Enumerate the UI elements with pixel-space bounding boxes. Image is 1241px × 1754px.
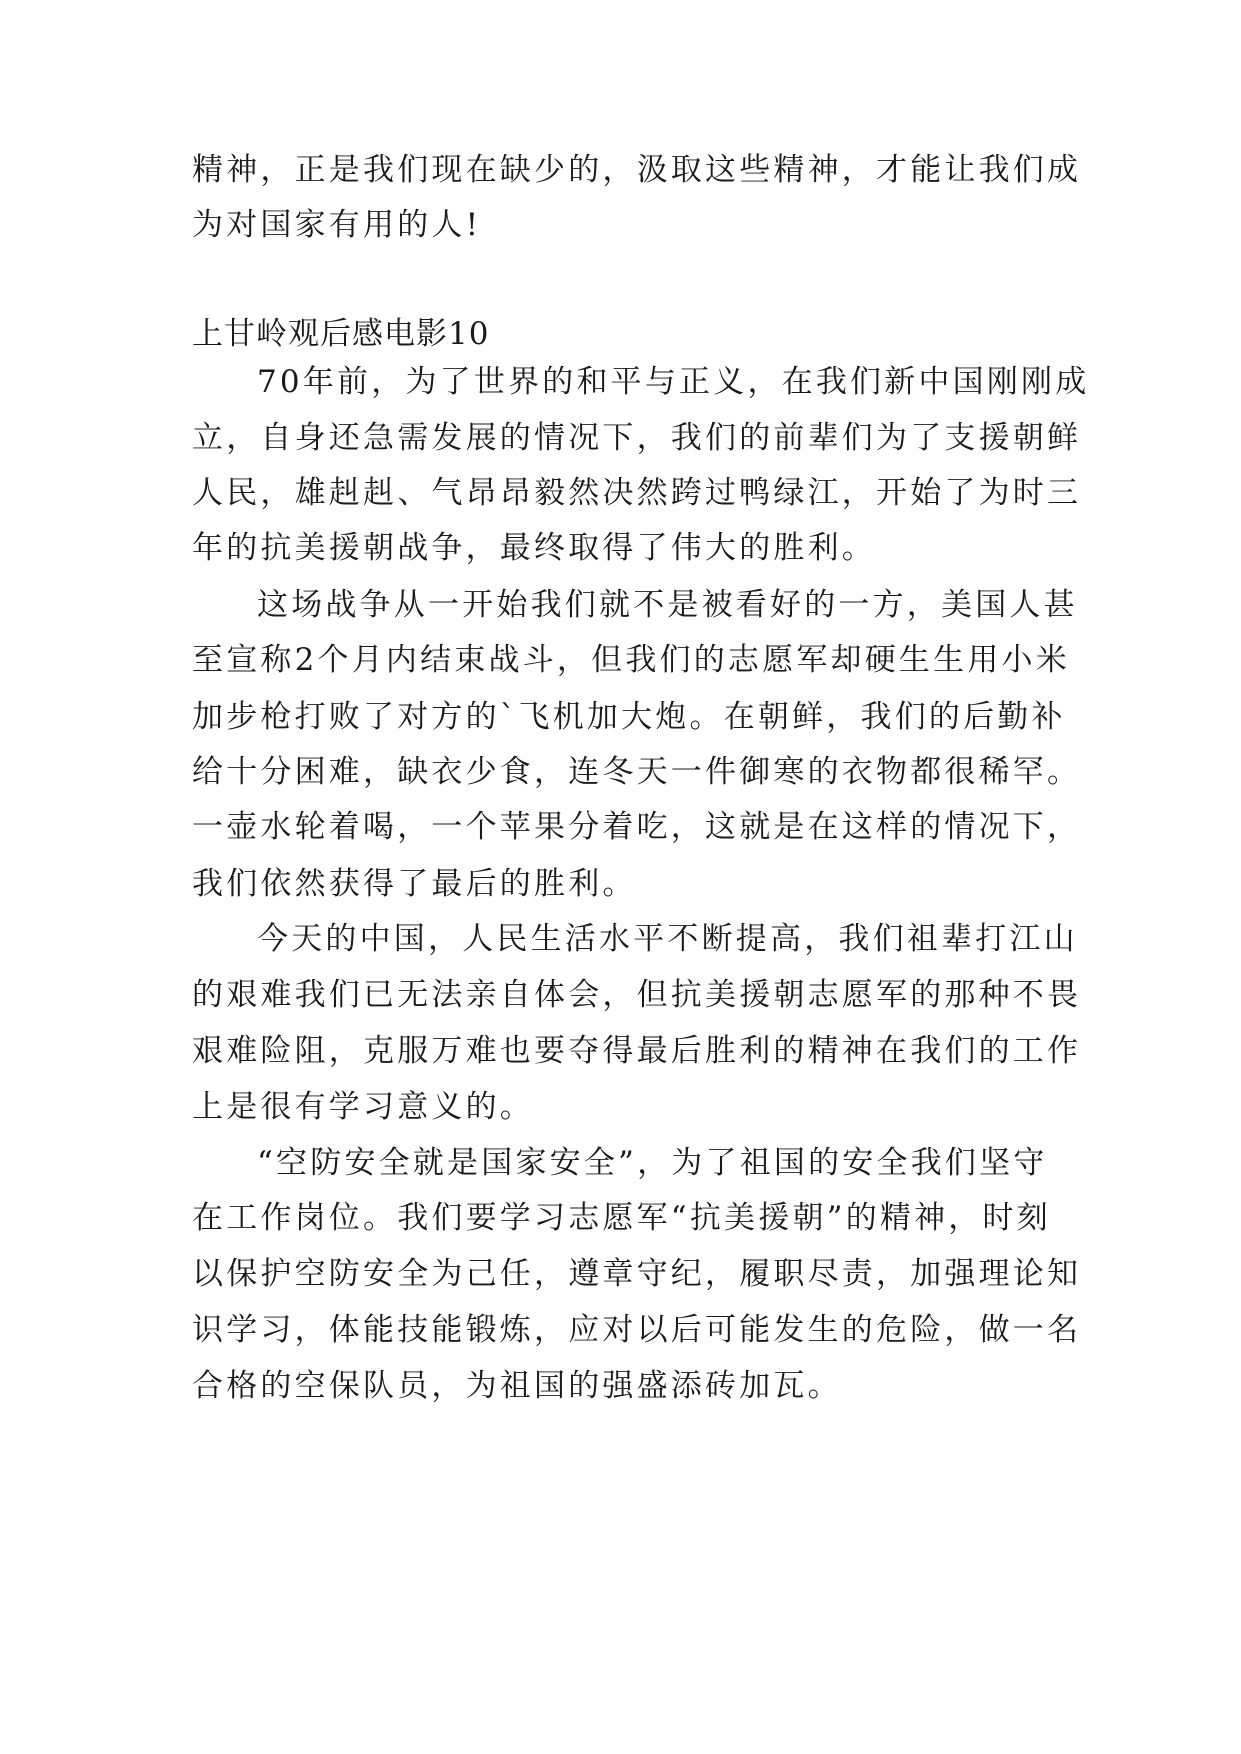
paragraph-line: 70年前，为了世界的和平与正义，在我们新中国刚刚成: [257, 364, 1090, 400]
intro-line: 为对国家有用的人!: [192, 207, 482, 243]
paragraph-line: 识学习，体能技能锻炼，应对以后可能发生的危险，做一名: [192, 1312, 1082, 1348]
paragraph-line: 加步枪打败了对方的`飞机加大炮。在朝鲜，我们的后勤补: [192, 699, 1066, 735]
paragraph-line: 至宣称2个月内结束战斗，但我们的志愿军却硬生生用小米: [192, 642, 1070, 678]
paragraph-line: “空防安全就是国家安全”，为了祖国的安全我们坚守: [257, 1145, 1048, 1181]
paragraph-line: 我们依然获得了最后的胜利。: [192, 866, 637, 902]
paragraph-line: 的艰难我们已无法亲自体会，但抗美援朝志愿军的那种不畏: [192, 977, 1082, 1013]
paragraph-line: 这场战争从一开始我们就不是被看好的一方，美国人甚: [257, 587, 1078, 623]
paragraph-line: 上是很有学习意义的。: [192, 1089, 534, 1125]
paragraph-line: 给十分困难，缺衣少食，连冬天一件御寒的衣物都很稀罕。: [192, 754, 1082, 790]
paragraph-line: 今天的中国，人民生活水平不断提高，我们祖辈打江山: [257, 921, 1078, 957]
paragraph-line: 人民，雄赳赳、气昂昂毅然决然跨过鸭绿江，开始了为时三: [192, 475, 1082, 511]
paragraph-line: 合格的空保队员，为祖国的强盛添砖加瓦。: [192, 1368, 842, 1404]
section-title: 上甘岭观后感电影10: [192, 316, 490, 352]
paragraph-line: 在工作岗位。我们要学习志愿军“抗美援朝”的精神，时刻: [192, 1200, 1051, 1236]
paragraph-line: 以保护空防安全为己任，遵章守纪，履职尽责，加强理论知: [192, 1256, 1082, 1292]
paragraph-line: 立，自身还急需发展的情况下，我们的前辈们为了支援朝鲜: [192, 420, 1082, 456]
paragraph-line: 艰难险阻，克服万难也要夺得最后胜利的精神在我们的工作: [192, 1033, 1082, 1069]
paragraph-line: 年的抗美援朝战争，最终取得了伟大的胜利。: [192, 530, 876, 566]
intro-line: 精神，正是我们现在缺少的，汲取这些精神，才能让我们成: [192, 152, 1082, 188]
paragraph-line: 一壶水轮着喝，一个苹果分着吃，这就是在这样的情况下，: [192, 809, 1082, 845]
